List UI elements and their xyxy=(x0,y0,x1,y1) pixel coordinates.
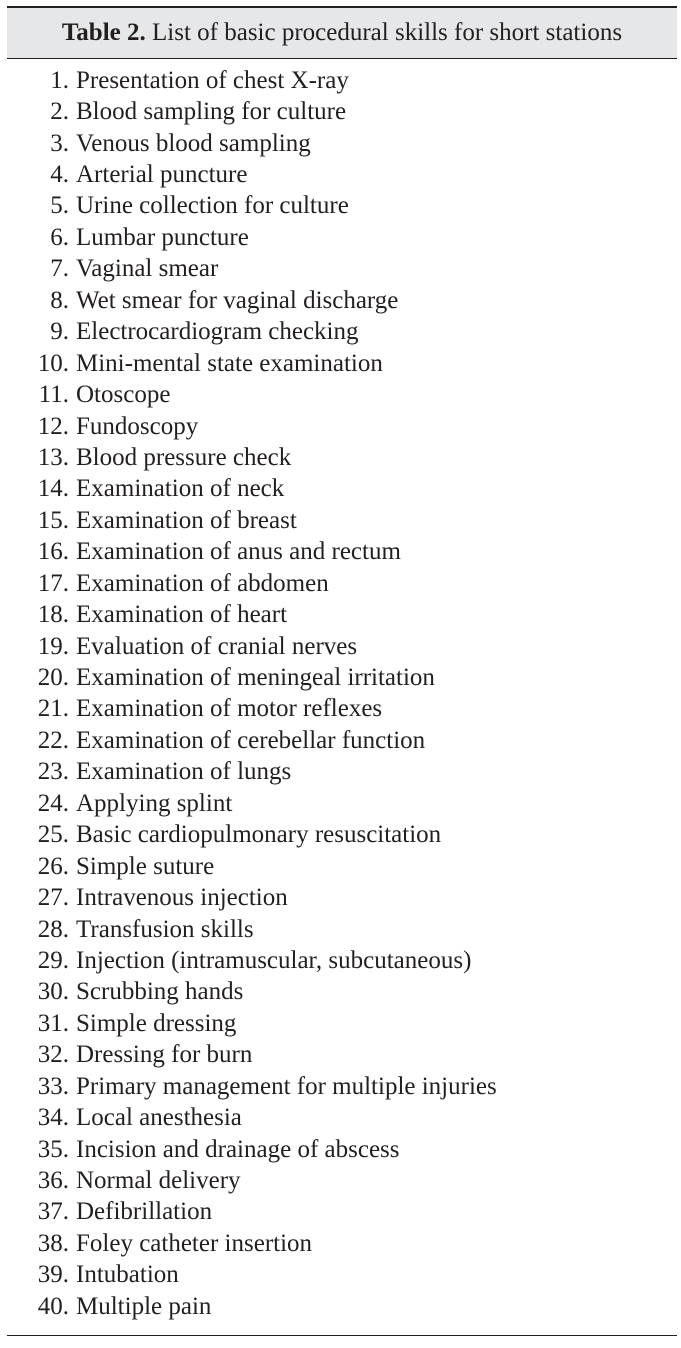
list-item-number: 3. xyxy=(50,129,69,157)
list-item xyxy=(7,285,677,316)
list-item-number: 5. xyxy=(50,192,69,220)
list-item-number: 40. xyxy=(37,1292,69,1320)
list-item-label: Injection (intramuscular, subcutaneous) xyxy=(76,946,472,974)
list-item-number: 2. xyxy=(50,98,69,126)
list-item-number: 27. xyxy=(37,884,69,912)
list-item-number: 29. xyxy=(37,946,69,974)
list-item xyxy=(7,599,677,630)
list-item-number: 32. xyxy=(37,1041,69,1069)
list-item-label: Urine collection for culture xyxy=(76,192,349,220)
list-item xyxy=(7,662,677,693)
list-item-label: Dressing for burn xyxy=(76,1041,253,1069)
list-item-number: 8. xyxy=(50,286,69,314)
list-item xyxy=(7,222,677,253)
list-item-number: 6. xyxy=(50,223,69,251)
list-item-number: 35. xyxy=(37,1135,69,1163)
header-bottom-rule xyxy=(7,58,677,59)
list-item xyxy=(7,191,677,222)
list-item-label: Vaginal smear xyxy=(76,255,219,283)
list-item-number: 7. xyxy=(50,255,69,283)
list-item xyxy=(7,1008,677,1039)
table-caption-number: Table 2. xyxy=(61,19,146,46)
list-item-label: Intravenous injection xyxy=(76,884,288,912)
list-item-number: 4. xyxy=(50,161,69,189)
list-item-label: Examination of motor reflexes xyxy=(76,695,383,723)
list-item xyxy=(7,254,677,285)
list-item-number: 26. xyxy=(37,852,69,880)
list-item-number: 18. xyxy=(37,601,69,629)
list-item-label: Arterial puncture xyxy=(76,161,248,189)
list-item-number: 14. xyxy=(37,475,69,503)
list-item xyxy=(7,757,677,788)
list-item xyxy=(7,442,677,473)
list-item xyxy=(7,411,677,442)
list-item xyxy=(7,788,677,819)
list-item-number: 33. xyxy=(37,1072,69,1100)
list-item-label: Scrubbing hands xyxy=(76,978,244,1006)
list-item-number: 38. xyxy=(37,1229,69,1257)
skill-list xyxy=(7,65,677,1323)
list-item-label: Otoscope xyxy=(76,381,171,409)
list-item xyxy=(7,977,677,1008)
list-item-label: Examination of meningeal irritation xyxy=(76,664,435,692)
list-item-number: 12. xyxy=(37,412,69,440)
list-item xyxy=(7,694,677,725)
list-item xyxy=(7,537,677,568)
list-item-number: 11. xyxy=(38,381,69,409)
list-item xyxy=(7,317,677,348)
list-item xyxy=(7,505,677,536)
list-item-label: Examination of cerebellar function xyxy=(76,726,426,754)
list-item-label: Wet smear for vaginal discharge xyxy=(76,286,399,314)
list-item-label: Examination of lungs xyxy=(76,758,292,786)
list-item-label: Basic cardiopulmonary resuscitation xyxy=(76,821,442,849)
list-item-label: Mini-mental state examination xyxy=(76,349,383,377)
list-item-number: 21. xyxy=(37,695,69,723)
list-item xyxy=(7,851,677,882)
list-item-label: Blood pressure check xyxy=(76,443,292,471)
list-item-number: 10. xyxy=(37,349,69,377)
list-item-number: 28. xyxy=(37,915,69,943)
list-item-number: 13. xyxy=(37,443,69,471)
list-item-label: Normal delivery xyxy=(76,1167,241,1195)
list-item xyxy=(7,159,677,190)
list-item xyxy=(7,348,677,379)
list-item-number: 23. xyxy=(37,758,69,786)
list-item-label: Lumbar puncture xyxy=(76,223,249,251)
list-item-number: 20. xyxy=(37,664,69,692)
list-item-number: 30. xyxy=(37,978,69,1006)
list-item-label: Foley catheter insertion xyxy=(76,1229,313,1257)
footer-rule xyxy=(7,1335,677,1336)
list-item xyxy=(7,945,677,976)
list-item-label: Multiple pain xyxy=(76,1292,212,1320)
list-item xyxy=(7,882,677,913)
list-item xyxy=(7,820,677,851)
list-item-label: Presentation of chest X-ray xyxy=(76,66,349,94)
list-item-label: Incision and drainage of abscess xyxy=(76,1135,400,1163)
list-item-label: Intubation xyxy=(76,1261,179,1289)
table-caption xyxy=(7,8,677,58)
list-item-number: 31. xyxy=(37,1009,69,1037)
list-item-label: Examination of neck xyxy=(76,475,285,503)
list-item xyxy=(7,1291,677,1322)
list-item-number: 37. xyxy=(37,1198,69,1226)
list-item xyxy=(7,1134,677,1165)
list-item xyxy=(7,379,677,410)
list-item-number: 34. xyxy=(37,1104,69,1132)
procedural-skills-table xyxy=(7,6,677,1320)
list-item-number: 15. xyxy=(37,506,69,534)
list-item xyxy=(7,96,677,127)
list-item xyxy=(7,1040,677,1071)
list-item xyxy=(7,1165,677,1196)
list-item xyxy=(7,1197,677,1228)
list-item xyxy=(7,631,677,662)
table-caption-title: List of basic procedural skills for short stations xyxy=(145,19,623,46)
list-item-number: 24. xyxy=(37,789,69,817)
list-item xyxy=(7,568,677,599)
list-item xyxy=(7,1260,677,1291)
list-item-number: 16. xyxy=(37,538,69,566)
list-item xyxy=(7,725,677,756)
list-item xyxy=(7,65,677,96)
list-item-label: Primary management for multiple injuries xyxy=(76,1072,497,1100)
list-item-label: Examination of breast xyxy=(76,506,297,534)
list-item-label: Simple suture xyxy=(76,852,215,880)
list-item-label: Blood sampling for culture xyxy=(76,98,347,126)
list-item-number: 39. xyxy=(37,1261,69,1289)
list-item xyxy=(7,128,677,159)
list-item-label: Local anesthesia xyxy=(76,1104,242,1132)
list-item-label: Defibrillation xyxy=(76,1198,213,1226)
list-item-number: 25. xyxy=(37,821,69,849)
list-item xyxy=(7,914,677,945)
list-item-number: 36. xyxy=(37,1167,69,1195)
list-item-number: 22. xyxy=(37,726,69,754)
list-item-number: 19. xyxy=(37,632,69,660)
list-item-label: Evaluation of cranial nerves xyxy=(76,632,358,660)
list-item-label: Examination of abdomen xyxy=(76,569,329,597)
list-item-label: Transfusion skills xyxy=(76,915,254,943)
list-item-label: Simple dressing xyxy=(76,1009,237,1037)
list-item-label: Venous blood sampling xyxy=(76,129,311,157)
list-item-label: Applying splint xyxy=(76,789,233,817)
list-item-label: Fundoscopy xyxy=(76,412,199,440)
list-item-number: 17. xyxy=(37,569,69,597)
list-item-number: 1. xyxy=(50,66,69,94)
list-item-label: Examination of heart xyxy=(76,601,288,629)
list-item-label: Examination of anus and rectum xyxy=(76,538,401,566)
list-item-number: 9. xyxy=(50,318,69,346)
list-item xyxy=(7,474,677,505)
list-item-label: Electrocardiogram checking xyxy=(76,318,359,346)
list-item xyxy=(7,1071,677,1102)
list-item xyxy=(7,1228,677,1259)
list-item xyxy=(7,1102,677,1133)
